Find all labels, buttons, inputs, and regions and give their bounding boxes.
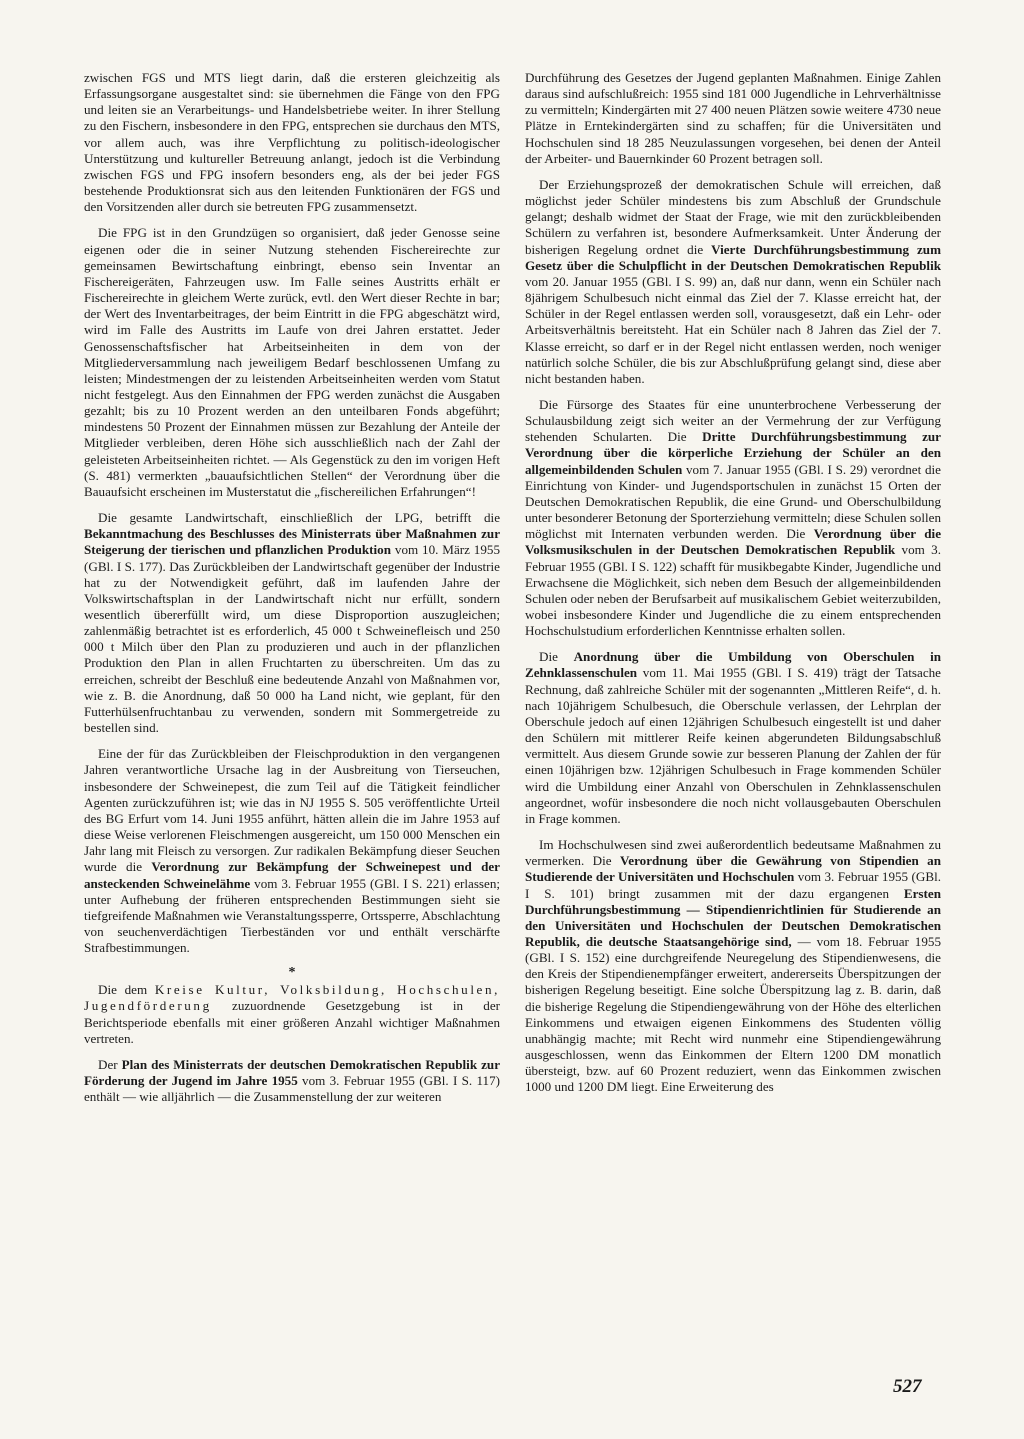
paragraph-text: Die gesamte Landwirtschaft, einschließlich der LPG, betrifft die xyxy=(98,510,500,526)
law-title: Plan des Ministerrats der deutschen Demokratischen Republik zur Förderung der Jugend im Jahre 1955 xyxy=(84,1056,500,1089)
paragraph xyxy=(525,397,941,639)
law-title: Dritte Durchführungsbestimmung zur Verordnung über die körperliche Erziehung der Schüler an den allgemeinbildenden Schulen xyxy=(525,429,941,477)
law-title: Verordnung zur Bekämpfung der Schweinepest und der ansteckenden Schweinelähme xyxy=(84,859,500,891)
paragraph-text: vom 11. Mai 1955 (GBl. I S. 419) trägt der Tatsache Rechnung, daß zahlreiche Schüler mit der sogenannten „Mittleren Reife“, d. h. nach 10jährigem Schulbesuch, die Oberschule verlassen, der Lehrplan der Oberschule jedoch auf einen 12jährigen Schulbesuch eingestellt ist und daher den Schülern mit mittlerer Reife keinen abgerundeten Bildungsabschluß vermittelt. Aus diesem Grunde sowie zur besseren Planung der Zahlen der für einen 10jährigen bzw. 12jährigen Schulbesuch in Frage kommenden Schüler wird die Umbildung einer Anzahl von Oberschulen in Zehnklassenschulen angeordnet, wofür insbesondere die noch nicht vollausgebauten Oberschulen in Frage kommen. xyxy=(525,665,941,826)
section-separator: * xyxy=(288,965,296,981)
paragraph xyxy=(525,70,941,167)
paragraph xyxy=(84,1057,500,1105)
paragraph xyxy=(525,177,941,387)
paragraph-text: vom 3. Februar 1955 (GBl. I S. 101) bringt zusammen mit der dazu ergangenen xyxy=(525,869,941,901)
paragraph xyxy=(84,746,500,956)
right-column xyxy=(525,70,941,1106)
paragraph-text: vom 10. März 1955 (GBl. I S. 177). Das Zurückbleiben der Landwirtschaft gegenüber der Industrie hat zu der Notwendigkeit geführt, daß im laufenden Jahre der Volkswirtschaftsplan in der Landwirtschaft nicht nur erfüllt, sondern wesentlich übererfüllt wird, um diese Disproportion auszugleichen; zahlenmäßig betrachtet ist es erforderlich, 45 000 t Schweinefleisch und 250 000 t Milch über den Plan zu produzieren und auch in der pflanzlichen Produktion den Plan in allen Fruchtarten zu überschreiten. Um das zu erreichen, schreibt der Beschluß eine bedeutende Anzahl von Maßnahmen vor, wie z. B. die Anordnung, daß 50 000 ha Land nicht, wie geplant, für den Futterhülsenfruchtanbau zu verwenden, sondern mit Sommergetreide zu bestellen sind. xyxy=(84,542,500,736)
paragraph xyxy=(84,982,500,1047)
paragraph-text: Die FPG ist in den Grundzügen so organisiert, daß jeder Genosse seine eigenen oder die in seiner Nutzung stehenden Fischereirechte zur gemeinsamen Bewirtschaftung einbringt, ebenso sein Inventar an Fischereigeräten, Fahrzeugen usw. Im Falle seines Austritts erhält er Fischereirechte in gleichem Werte zurück, evtl. den Wert dieser Rechte in bar; der Wert des Inventarbeitrages, der beim Eintritt in die FPG abgeschätzt wird, wird im Falle des Austritts im Laufe von drei Jahren erstattet. Jeder Genossenschaftsfischer hat Arbeitseinheiten in dem von der Mitgliederversammlung nach jeweiligem Bedarf beschlossenen Umfang zu leisten; Mindestmengen der zu leistenden Arbeitseinheiten werden vom Statut nicht festgelegt. Aus den Einnahmen der FPG werden zunächst die Ausgaben gezahlt; bis zu 10 Prozent werden an den unteilbaren Fonds abgeführt; mindestens 50 Prozent der Einnahmen müssen zur Bezahlung der Anteile der Mitglieder verbleiben, deren Höhe sich ausschließlich nach der Zahl der geleisteten Arbeitseinheiten richtet. — Als Gegenstück zu den im vorigen Heft (S. 481) vermerkten „bauaufsichtlichen Stellen“ der Verordnung über die Bauaufsicht erscheinen im Musterstatut die „fischereilichen Erfahrungen“! xyxy=(84,225,500,499)
law-title: Ersten Durchführungsbestimmung — Stipendienrichtlinien für Studierende an den Universitäten und Hochschulen der Deutschen Demokratischen Republik, die deutsche Staatsangehörige sind, xyxy=(525,885,941,949)
paragraph-text: vom 7. Januar 1955 (GBl. I S. 29) verordnet die Einrichtung von Kinder- und Jugendsportschulen in zunächst 15 Orten der Deutschen Demokratischen Republik, die eine Grund- und Oberschulbildung unter besonderer Betonung der Sporterziehung vermitteln; diese Schulen sollen möglichst mit Internaten verbunden werden. Die xyxy=(525,461,941,542)
law-title: Vierte Durchführungsbestimmung zum Gesetz über die Schulpflicht in der Deutschen Demokratischen Republik xyxy=(525,241,941,273)
law-title: Verordnung über die Volksmusikschulen in der Deutschen Demokratischen Republik xyxy=(525,526,942,558)
law-title: Verordnung über die Gewährung von Stipendien an Studierende der Universitäten und Hochschulen xyxy=(525,853,941,885)
paragraph xyxy=(84,70,500,215)
paragraph-text: Der xyxy=(98,1056,122,1072)
law-title: Bekanntmachung des Beschlusses des Ministerrats über Maßnahmen zur Steigerung der tierischen und pflanzlichen Produktion xyxy=(84,526,500,558)
paragraph-text: — vom 18. Februar 1955 (GBl. I S. 152) eine durchgreifende Neuregelung des Stipendienwesens, die den Kreis der Stipendienempfänger erweitert, andererseits Überspitzungen der bisherigen Regelung beseitigt. Eine solche Überspitzung lag z. B. darin, daß die bisherige Regelung die Stipendiengewährung von der Höhe des elterlichen Einkommens und etwaigen eigenen Einkommens des Studenten völlig unabhängig machte; mit Recht wird nunmehr eine Stipendiengewährung ausgeschlossen, wenn das Einkommen der Eltern 1200 DM monatlich übersteigt, bzw. auf 60 Prozent reduziert, wenn das Einkommen zwischen 1000 und 1200 DM liegt. Eine Erweiterung des xyxy=(525,933,941,1095)
section-topic: Kreise Kultur, Volksbildung, Hochschulen, Jugendförderung xyxy=(84,982,500,1014)
paragraph-text: Eine der für das Zurückbleiben der Fleischproduktion in den vergangenen Jahren verantwortliche Ursache lag in der Ausbreitung von Tierseuchen, insbesondere der Schweinepest, die zum Teil auf die Tätigkeit feindlicher Agenten zurückzuführen ist; wie das in NJ 1955 S. 505 veröffentlichte Urteil des BG Erfurt vom 14. Juni 1955 anführt, hätten allein die im Jahre 1953 auf diese Weise verlorenen Fleischmengen ausgereicht, um 150 000 Menschen ein Jahr lang mit Fleisch zu versorgen. Zur radikalen Bekämpfung dieser Seuchen wurde die xyxy=(84,746,500,875)
paragraph-text: Die xyxy=(539,649,574,665)
law-title: Anordnung über die Umbildung von Oberschulen in Zehnklassenschulen xyxy=(525,649,942,681)
page-number: 527 xyxy=(893,1376,922,1397)
paragraph-text: Durchführung des Gesetzes der Jugend geplanten Maßnahmen. Einige Zahlen daraus sind aufschlußreich: 1955 sind 181 000 Jugendliche in Lehrverhältnisse zu vermitteln; Kindergärten mit 27 400 neuen Plätzen sowie weitere 4730 neue Plätze in Erntekindergärten sind zu schaffen; für die Universitäten und Hochschulen sind 18 285 Neuzulassungen vorgesehen, bei denen der Anteil der Arbeiter- und Bauernkinder 60 Prozent betragen soll. xyxy=(525,70,941,166)
paragraph-text: Im Hochschulwesen sind zwei außerordentlich bedeutsame Maßnahmen zu vermerken. Die xyxy=(525,837,941,869)
paragraph-text: Die dem xyxy=(98,982,155,998)
paragraph xyxy=(525,649,941,827)
paragraph-text: zuzuordnende Gesetzgebung ist in der Berichtsperiode ebenfalls mit einer größeren Anzahl wichtiger Maßnahmen vertreten. xyxy=(84,998,500,1046)
paragraph-text: vom 20. Januar 1955 (GBl. I S. 99) an, daß nur dann, wenn ein Schüler nach 8jährigem Schulbesuch nicht einmal das Ziel der 7. Klasse erreicht hat, der Schüler in der Regel entlassen werden soll, vorausgesetzt, daß ein Lehr- oder Arbeitsverhältnis bereitsteht. Hat ein Schüler nach 8 Jahren das Ziel der 7. Klasse erreicht, so darf er in der Regel nicht entlassen werden, noch weniger natürlich solche Schüler, die bis zur Abschlußprüfung gelangt sind, diese aber nicht bestanden haben. xyxy=(525,273,941,386)
paragraph xyxy=(84,225,500,500)
paragraph-text: Der Erziehungsprozeß der demokratischen Schule will erreichen, daß möglichst jeder Schüler mindestens bis zum Abschluß der Grundschule gelangt; deshalb widmet der Staat der Frage, wie mit den zurückbleibenden Schülern zu verfahren ist, besondere Aufmerksamkeit. Unter Änderung der bisherigen Regelung ordnet die xyxy=(525,176,941,257)
left-column xyxy=(84,70,500,1115)
paragraph xyxy=(84,510,500,736)
paragraph-text: zwischen FGS und MTS liegt darin, daß die ersteren gleichzeitig als Erfassungsorgane ausgestaltet sind: sie übernehmen die Fänge von den FPG und leiten sie an Verarbeitungs- und Handelsbetriebe weiter. In ihrer Stellung zu den Fischern, insbesondere in den FPG, entsprechen sie durchaus den MTS, vor allem auch, was ihre Verpflichtung zu politisch-ideologischer Unterstützung und kultureller Betreuung anlangt, jedoch ist die Verbindung zwischen FGS und FPG insofern besonders eng, als der bei jeder FGS bestehende Produktionsrat sich aus den leitenden Funktionären der FGS und den Vorsitzenden aller durch sie betreuten FPG zusammensetzt. xyxy=(84,70,500,215)
paragraph-text: vom 3. Februar 1955 (GBl. I S. 122) schafft für musikbegabte Kinder, Jugendliche und Erwachsene die Möglichkeit, sich neben dem Besuch der allgemeinbildenden Schulen oder neben der Berufsarbeit auf musikalischem Gebiet weiterzubilden, wobei insbesondere Kinder und Jugendliche die zu einem entsprechenden Hochschulstudium erforderlichen Kenntnisse erhalten sollen. xyxy=(525,542,941,639)
paragraph-text: vom 3. Februar 1955 (GBl. I S. 221) erlassen; unter Aufhebung der früheren entsprechenden Bestimmungen sieht sie tiefgreifende Maßnahmen wie Veranstaltungssperre, Ortssperre, Abschlachtung von seuchenverdächtigen Tierbeständen vor und enthält verschärfte Strafbestimmungen. xyxy=(84,875,501,956)
paragraph-text: Die Fürsorge des Staates für eine ununterbrochene Verbesserung der Schulausbildung zeigt sich weiter an der Vermehrung der zur Verfügung stehenden Schularten. Die xyxy=(525,396,941,445)
paragraph-text: vom 3. Februar 1955 (GBl. I S. 117) enthält — wie alljährlich — die Zusammenstellung der zur weiteren xyxy=(84,1073,501,1105)
paragraph xyxy=(525,837,941,1096)
